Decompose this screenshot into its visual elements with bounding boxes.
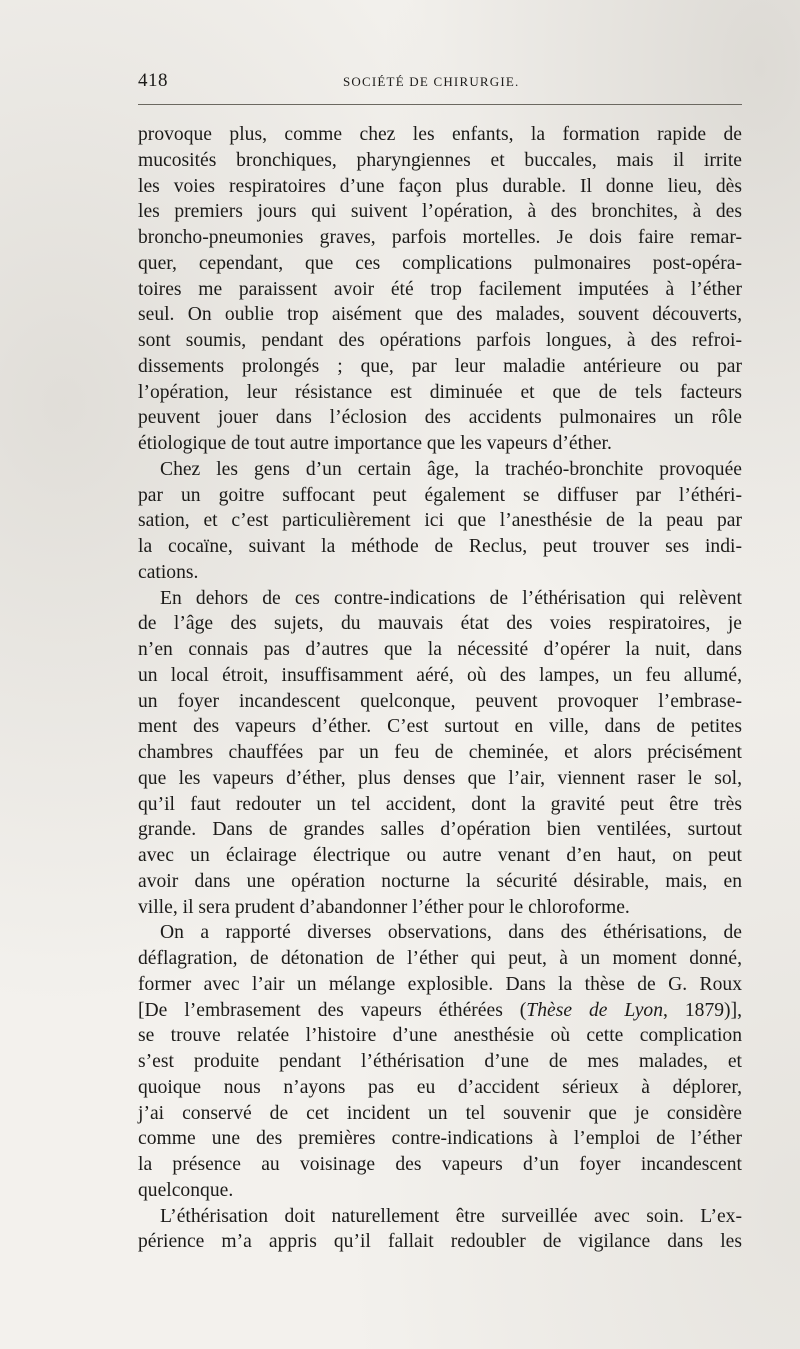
text-line: On a rapporté diverses observations, dans des éthérisations, de [160, 922, 742, 944]
text-line: grande. Dans de grandes salles d’opération bien ventilées, surtout [138, 819, 742, 841]
text-line: Chez les gens d’un certain âge, la trachéo-bronchite provoquée [160, 458, 742, 480]
text-line: L’éthérisation doit naturellement être surveillée avec soin. L’ex- [160, 1205, 742, 1227]
text-line: j’ai conservé de cet incident un tel souvenir que je considère [138, 1102, 742, 1124]
text-line: quer, cependant, que ces complications pulmonaires post-opéra- [138, 252, 742, 274]
text-line: n’en connais pas d’autres que la nécessité d’opérer la nuit, dans [138, 639, 742, 660]
text-line: étiologique de tout autre importance que les vapeurs d’éther. [138, 433, 612, 454]
text-line: provoque plus, comme chez les enfants, la formation rapide de [138, 124, 742, 145]
text-line: peuvent jouer dans l’éclosion des accidents pulmonaires un rôle [138, 407, 742, 429]
text-line: sation, et c’est particulièrement ici que l’anesthésie de la peau par [138, 510, 742, 532]
text-line: quelconque. [138, 1179, 234, 1201]
text-line: En dehors de ces contre-indications de l’éthérisation qui relèvent [160, 587, 742, 609]
text-line: comme une des premières contre-indications à l’emploi de l’éther [138, 1128, 742, 1150]
running-head: SOCIÉTÉ DE CHIRURGIE. [343, 74, 520, 89]
text-line: un local étroit, insuffisamment aéré, où des lampes, un feu allumé, [138, 664, 742, 686]
text-line: qu’il faut redouter un tel accident, dont la gravité peut être très [138, 793, 742, 815]
text-line: former avec l’air un mélange explosible. Dans la thèse de G. Roux [138, 973, 742, 995]
text-line: mucosités bronchiques, pharyngiennes et buccales, mais il irrite [138, 149, 742, 171]
paragraph [138, 1204, 742, 1256]
text-line: ment des vapeurs d’éther. C’est surtout en ville, dans de petites [138, 716, 742, 738]
body-text [138, 122, 742, 1255]
header-rule [138, 104, 742, 105]
text-line: avoir dans une opération nocturne la sécurité désirable, mais, en [138, 870, 742, 892]
text-line: les voies respiratoires d’une façon plus durable. Il donne lieu, dès [138, 175, 742, 197]
paragraph [138, 920, 742, 1203]
text-line: sont soumis, pendant des opérations parfois longues, à des refroi- [138, 330, 742, 351]
paragraph [138, 457, 742, 586]
citation-title: Thèse de Lyon [526, 999, 664, 1021]
text-line: les premiers jours qui suivent l’opération, à des bronchites, à des [138, 201, 742, 223]
text-line: de l’âge des sujets, du mauvais état des voies respiratoires, je [138, 613, 742, 635]
text-line: chambres chauffées par un feu de cheminée, et alors précisément [138, 742, 742, 763]
text-line: la présence au voisinage des vapeurs d’un foyer incandescent [138, 1154, 742, 1175]
text-line: déflagration, de détonation de l’éther qui peut, à un moment donné, [138, 948, 742, 969]
citation-line [138, 998, 742, 1024]
text-line: broncho-pneumonies graves, parfois mortelles. Je dois faire remar- [138, 227, 742, 248]
text-line: avec un éclairage électrique ou autre venant d’en haut, on peut [138, 845, 742, 866]
text-line: un foyer incandescent quelconque, peuvent provoquer l’embrase- [138, 690, 742, 712]
paragraph [138, 122, 742, 457]
text-line: cations. [138, 561, 199, 583]
citation-text: [De l’embrasement des vapeurs éthérées ( [138, 999, 527, 1021]
text-line: l’opération, leur résistance est diminuée et que de tels facteurs [138, 381, 742, 403]
text-line: dissements prolongés ; que, par leur maladie antérieure ou par [138, 355, 742, 377]
text-line: la cocaïne, suivant la méthode de Reclus, peut trouver ses indi- [138, 536, 742, 557]
text-line: seul. On oublie trop aisément que des malades, souvent découverts, [138, 304, 742, 326]
text-line: quoique nous n’ayons pas eu d’accident sérieux à déplorer, [138, 1076, 742, 1098]
citation-year: , 1879)], [663, 999, 742, 1021]
text-line: toires me paraissent avoir été trop facilement imputées à l’éther [138, 278, 742, 300]
text-line: par un goitre suffocant peut également se diffuser par l’éthéri- [138, 484, 742, 506]
text-line: ville, il sera prudent d’abandonner l’éther pour le chloroforme. [138, 896, 630, 918]
page-header [138, 70, 742, 98]
text-line: s’est produite pendant l’éthérisation d’une de mes malades, et [138, 1051, 742, 1072]
page-number: 418 [138, 70, 168, 91]
text-line: que les vapeurs d’éther, plus denses que l’air, viennent raser le sol, [138, 767, 742, 789]
text-line: périence m’a appris qu’il fallait redoubler de vigilance dans les [138, 1231, 742, 1253]
text-line: se trouve relatée l’histoire d’une anesthésie où cette complication [138, 1025, 742, 1047]
paragraph [138, 586, 742, 921]
